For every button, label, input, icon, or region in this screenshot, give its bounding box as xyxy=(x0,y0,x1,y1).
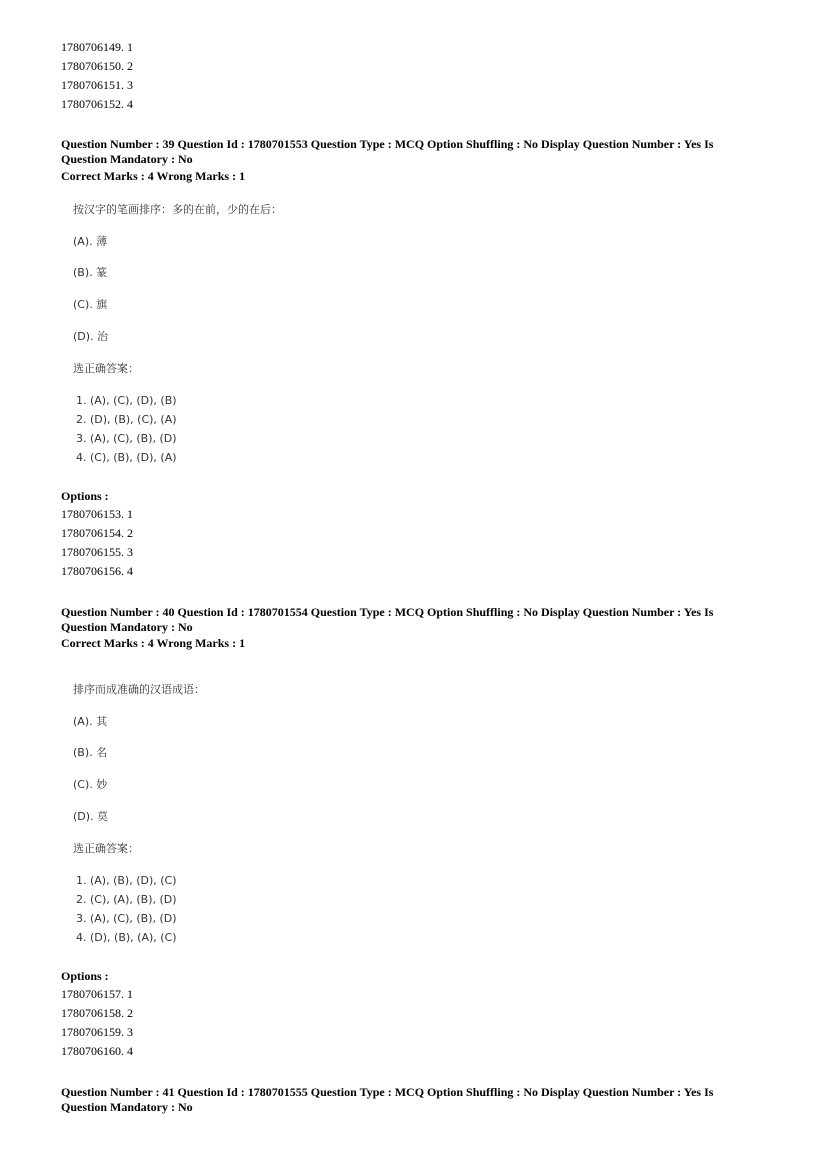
option-line: 1780706154. 2 xyxy=(61,526,133,540)
question-marks: Correct Marks : 4 Wrong Marks : 1 xyxy=(61,636,246,650)
answer-choice: 3. (A), (C), (B), (D) xyxy=(76,912,177,925)
question-item: (D). 治 xyxy=(73,330,109,343)
question-item: (D). 莫 xyxy=(73,810,109,823)
option-line: 1780706152. 4 xyxy=(61,97,133,111)
option-line: 1780706150. 2 xyxy=(61,59,133,73)
answer-choice: 2. (D), (B), (C), (A) xyxy=(76,413,177,426)
options-label: Options : xyxy=(61,969,109,983)
question-prompt: 排序而成准确的汉语成语： xyxy=(73,683,205,696)
question-item: (A). 其 xyxy=(73,715,108,728)
option-line: 1780706156. 4 xyxy=(61,564,133,578)
select-answer-label: 选正确答案： xyxy=(73,362,139,375)
question-header: Question Number : 40 Question Id : 1780701554 Question Type : MCQ Option Shuffling : No Display Question Number : Yes Is Question Mandatory : No xyxy=(61,605,714,634)
options-label: Options : xyxy=(61,489,109,503)
question-header: Question Number : 41 Question Id : 1780701555 Question Type : MCQ Option Shuffling : No Display Question Number : Yes Is Question Mandatory : No xyxy=(61,1085,714,1114)
question-item: (C). 旗 xyxy=(73,298,108,311)
option-line: 1780706157. 1 xyxy=(61,987,133,1001)
answer-choice: 2. (C), (A), (B), (D) xyxy=(76,893,177,906)
answer-choice: 1. (A), (B), (D), (C) xyxy=(76,874,177,887)
option-line: 1780706155. 3 xyxy=(61,545,133,559)
question-item: (A). 薄 xyxy=(73,235,108,248)
answer-choice: 3. (A), (C), (B), (D) xyxy=(76,432,177,445)
answer-choice: 4. (C), (B), (D), (A) xyxy=(76,451,177,464)
answer-choice: 1. (A), (C), (D), (B) xyxy=(76,394,177,407)
question-marks: Correct Marks : 4 Wrong Marks : 1 xyxy=(61,169,246,183)
question-header: Question Number : 39 Question Id : 1780701553 Question Type : MCQ Option Shuffling : No Display Question Number : Yes Is Question Mandatory : No xyxy=(61,137,714,166)
answer-choice: 4. (D), (B), (A), (C) xyxy=(76,931,177,944)
option-line: 1780706153. 1 xyxy=(61,507,133,521)
option-line: 1780706160. 4 xyxy=(61,1044,133,1058)
question-item: (C). 妙 xyxy=(73,778,108,791)
option-line: 1780706151. 3 xyxy=(61,78,133,92)
option-line: 1780706158. 2 xyxy=(61,1006,133,1020)
question-prompt: 按汉字的笔画排序：多的在前，少的在后： xyxy=(73,203,282,216)
question-item: (B). 名 xyxy=(73,746,108,759)
select-answer-label: 选正确答案： xyxy=(73,842,139,855)
option-line: 1780706159. 3 xyxy=(61,1025,133,1039)
option-line: 1780706149. 1 xyxy=(61,40,133,54)
question-item: (B). 篆 xyxy=(73,266,108,279)
